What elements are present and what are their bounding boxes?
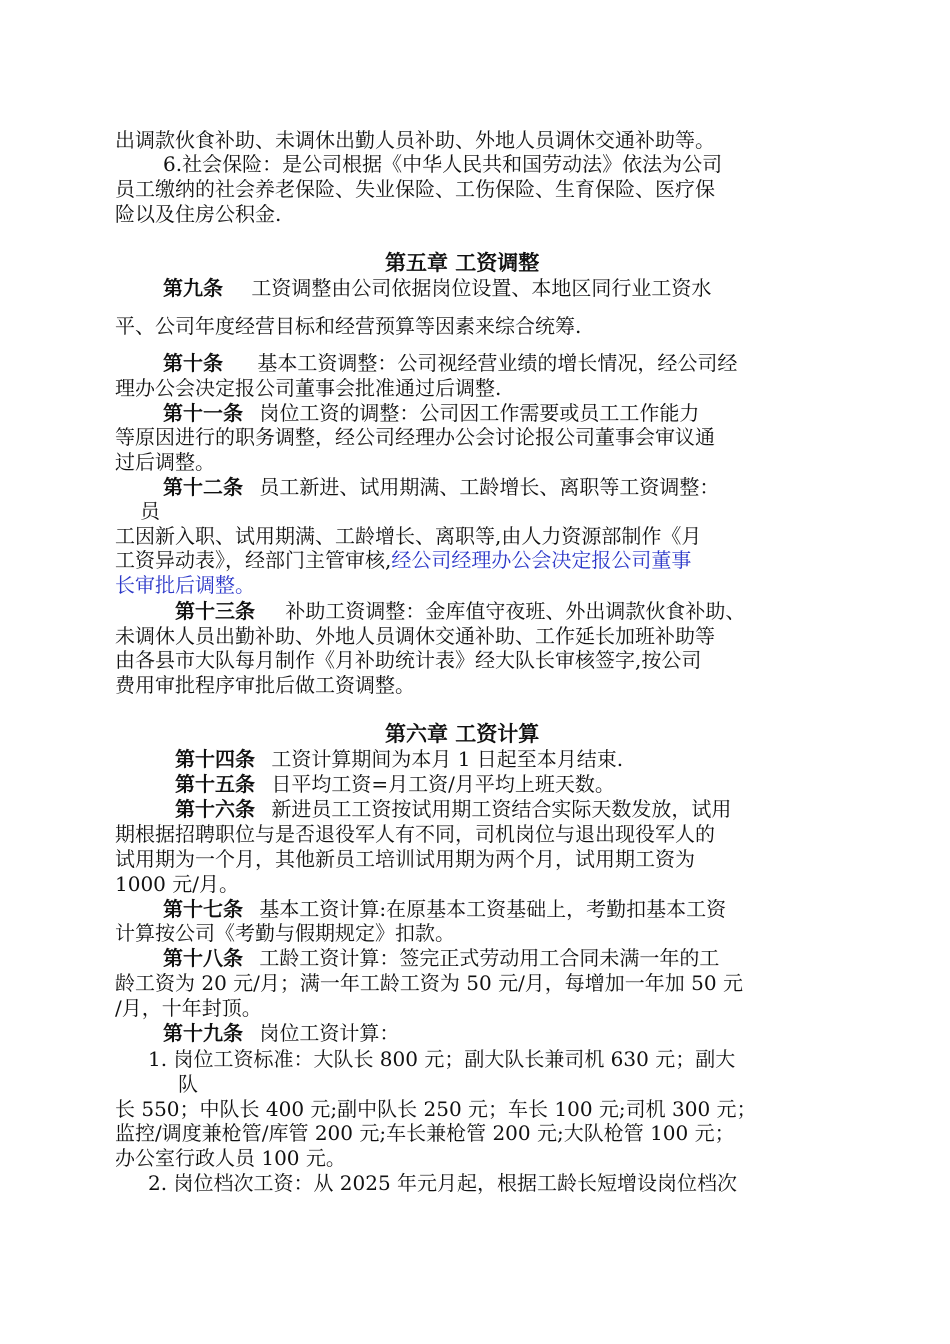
article-9: [163, 276, 711, 300]
text-segment-blue: 经公司经理办公会决定报公司董事: [391, 548, 692, 572]
text-line: 由各县市大队每月制作《月补助统计表》经大队长审核签字,按公司: [115, 648, 702, 672]
article-10: [163, 351, 737, 375]
article-18: [163, 946, 719, 970]
text-line: 出调款伙食补助、未调休出勤人员补助、外地人员调休交通补助等。: [115, 128, 715, 152]
text-line-blue: 长审批后调整。: [115, 573, 255, 597]
article-label: 第十一条: [163, 401, 243, 425]
article-text: 工资计算期间为本月 1 日起至本月结束.: [271, 747, 624, 771]
article-text: 新进员工工资按试用期工资结合实际天数发放，试用: [271, 797, 732, 821]
text-line: 1000 元/月。: [115, 872, 239, 896]
text-line: 工因新入职、试用期满、工龄增长、离职等,由人力资源部制作《月: [115, 524, 702, 548]
list-item: 2. 岗位档次工资：从 2025 年元月起，根据工龄长短增设岗位档次: [148, 1171, 738, 1195]
article-label: 第九条: [163, 276, 223, 300]
text-line: /月，十年封顶。: [115, 996, 262, 1020]
article-text: 补助工资调整：金库值守夜班、外出调款伙食补助、: [285, 599, 746, 623]
text-line: 未调休人员出勤补助、外地人员调休交通补助、工作延长加班补助等: [115, 624, 715, 648]
text-line: 试用期为一个月，其他新员工培训试用期为两个月，试用期工资为: [115, 847, 695, 871]
article-label: 第十六条: [175, 797, 255, 821]
article-17: [163, 897, 726, 921]
article-text: 基本工资调整：公司视经营业绩的增长情况，经公司经: [257, 351, 738, 375]
text-line: 办公室行政人员 100 元。: [115, 1146, 346, 1170]
chapter-heading: 第六章 工资计算: [385, 721, 540, 746]
text-line: 平、公司年度经营目标和经营预算等因素来综合统筹.: [115, 314, 582, 338]
article-text: 岗位工资计算：: [259, 1021, 400, 1045]
text-line: 费用审批程序审批后做工资调整。: [115, 673, 415, 697]
article-label: 第十二条: [163, 475, 243, 499]
text-line: 队: [178, 1072, 198, 1096]
text-line: 监控/调度兼枪管/库管 200 元;车长兼枪管 200 元;大队枪管 100 元；: [115, 1121, 735, 1145]
list-item: 1. 岗位工资标准：大队长 800 元；副大队长兼司机 630 元；副大: [148, 1047, 736, 1071]
text-line: 险以及住房公积金.: [115, 202, 282, 226]
article-text: 日平均工资=月工资/月平均上班天数。: [271, 772, 615, 796]
article-label: 第十七条: [163, 897, 243, 921]
article-11: [163, 401, 699, 425]
text-line: 计算按公司《考勤与假期规定》扣款。: [115, 921, 455, 945]
text-line: 等原因进行的职务调整，经公司经理办公会讨论报公司董事会审议通: [115, 425, 715, 449]
article-label: 第十三条: [175, 599, 255, 623]
article-label: 第十四条: [175, 747, 255, 771]
text-segment: 工资异动表》，经部门主管审核,: [115, 548, 392, 572]
article-text: 基本工资计算:在原基本工资基础上，考勤扣基本工资: [259, 897, 727, 921]
article-12: [163, 475, 719, 499]
chapter-heading: 第五章 工资调整: [385, 250, 540, 275]
text-line: [115, 548, 691, 572]
article-15: [175, 772, 615, 796]
article-14: [175, 747, 623, 771]
article-text: 员工新进、试用期满、工龄增长、离职等工资调整：: [259, 475, 720, 499]
text-line: 期根据招聘职位与是否退役军人有不同，司机岗位与退出现役军人的: [115, 822, 715, 846]
article-label: 第十条: [163, 351, 223, 375]
article-text: 工资调整由公司依据岗位设置、本地区同行业工资水: [251, 276, 712, 300]
article-label: 第十五条: [175, 772, 255, 796]
article-label: 第十八条: [163, 946, 243, 970]
text-line: 长 550；中队长 400 元;副中队长 250 元；车长 100 元;司机 300 元；: [115, 1097, 757, 1121]
article-text: 岗位工资的调整：公司因工作需要或员工工作能力: [259, 401, 700, 425]
article-13: [175, 599, 745, 623]
article-text: 工龄工资计算：签完正式劳动用工合同未满一年的工: [259, 946, 720, 970]
text-line: 6.社会保险：是公司根据《中华人民共和国劳动法》依法为公司: [163, 152, 723, 176]
text-line: 过后调整。: [115, 450, 215, 474]
text-line: 龄工资为 20 元/月；满一年工龄工资为 50 元/月，每增加一年加 50 元: [115, 971, 743, 995]
article-16: [175, 797, 731, 821]
text-line: 员: [140, 499, 160, 523]
text-line: 理办公会决定报公司董事会批准通过后调整.: [115, 376, 502, 400]
text-line: 员工缴纳的社会养老保险、失业保险、工伤保险、生育保险、医疗保: [115, 177, 715, 201]
article-19: [163, 1021, 399, 1045]
article-label: 第十九条: [163, 1021, 243, 1045]
